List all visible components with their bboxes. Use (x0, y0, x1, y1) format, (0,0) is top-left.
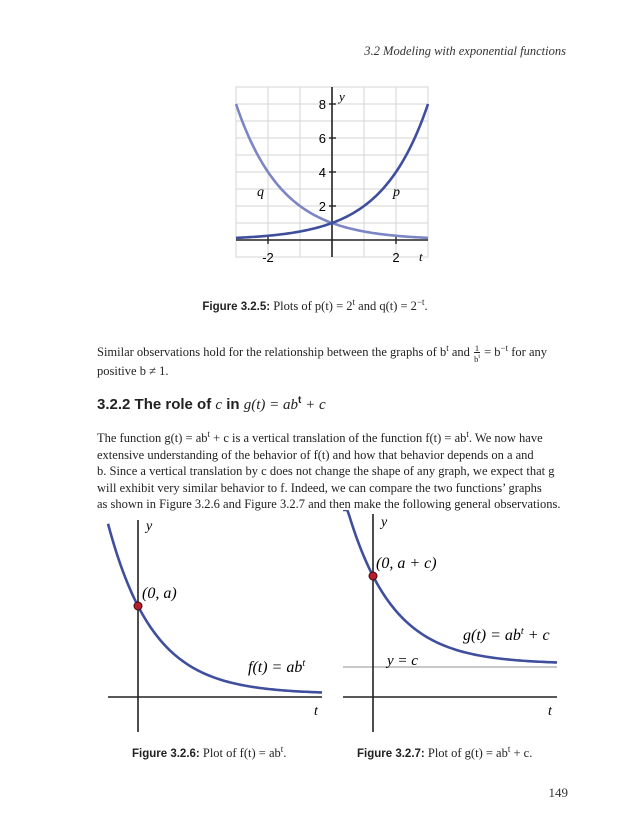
figure-3-2-5-chart (230, 85, 430, 270)
superscript: t (302, 658, 306, 669)
text: as shown in Figure 3.2.6 and Figure 3.2.7 and then make the following general observations. (97, 497, 561, 512)
superscript: t (478, 353, 480, 360)
caption-text: . (283, 746, 287, 761)
figure-3-2-5-caption (0, 297, 630, 314)
curve-q-label: q (257, 185, 264, 200)
x-tick-label: -2 (262, 250, 274, 265)
heading-math: c (215, 397, 223, 413)
heading-text: in (222, 396, 244, 413)
paragraph-similar-observations (97, 340, 567, 379)
paragraph-vertical-translation (97, 426, 567, 513)
caption-label: Figure 3.2.5: (202, 301, 271, 314)
y-tick-label: 6 (318, 131, 326, 146)
superscript: t (298, 395, 302, 406)
caption-text: + c. (510, 746, 533, 761)
text: The function g(t) = ab (97, 431, 208, 446)
text: = b (480, 345, 501, 360)
superscript: t (520, 626, 524, 637)
point-0-a (134, 602, 142, 610)
heading-text: 3.2.2 The role of (97, 396, 216, 413)
superscript: t (446, 343, 449, 353)
curve-label (248, 658, 305, 676)
t-axis-label: t (548, 704, 552, 719)
curve-label-text: + c (523, 627, 550, 644)
y-axis-label: y (339, 89, 345, 104)
caption-label: Figure 3.2.6: (132, 748, 200, 761)
fraction (474, 344, 480, 363)
section-heading (97, 395, 326, 414)
text: for any (508, 345, 547, 360)
t-axis-label: t (314, 704, 318, 719)
superscript: t (207, 429, 211, 439)
y-axis-label: y (381, 515, 388, 530)
heading-formula: + c (301, 397, 326, 413)
caption-label: Figure 3.2.7: (357, 748, 425, 761)
y-tick-label: 2 (318, 199, 326, 214)
figure-3-2-6-plot (100, 510, 330, 735)
page-number: 149 (548, 785, 568, 800)
text: . We now have (468, 431, 543, 446)
curve-label-text: g(t) = ab (463, 627, 521, 644)
point-0-a-plus-c (369, 572, 377, 580)
text: and (448, 345, 474, 360)
text: Similar observations hold for the relationship between the graphs of b (97, 345, 447, 360)
figure-3-2-7-plot (340, 510, 562, 735)
curve-p-label: p (393, 185, 400, 200)
figure-3-2-6-caption (132, 744, 286, 761)
fraction-denominator: b (474, 353, 479, 364)
y-tick-label: 4 (318, 165, 326, 180)
superscript: −t (500, 343, 509, 353)
caption-sup: t (352, 297, 356, 307)
figure-3-2-7-caption (357, 744, 532, 761)
text: b. Since a vertical translation by c does not change the shape of any graph, we expect that g (97, 464, 555, 479)
superscript: t (466, 429, 469, 439)
caption-text-end: . (424, 299, 428, 314)
x-tick-label: 2 (392, 250, 400, 265)
caption-text-mid: and q(t) = 2 (355, 299, 417, 314)
text: + c is a vertical translation of the function f(t) = ab (210, 431, 467, 446)
text: positive b ≠ 1. (97, 363, 169, 378)
superscript: t (280, 744, 284, 754)
running-head: 3.2 Modeling with exponential functions (364, 44, 566, 58)
x-axis-label: t (419, 249, 423, 264)
text: extensive understanding of the behavior of f(t) and how that behavior depends on a and (97, 447, 534, 462)
text: will exhibit very similar behavior to f. Indeed, we can compare the two functions’ graphs (97, 480, 542, 495)
caption-text: Plot of f(t) = ab (202, 746, 281, 761)
curve-label-text: f(t) = ab (248, 659, 303, 676)
superscript: t (507, 744, 511, 754)
curve-label (463, 626, 550, 644)
y-tick-label: 8 (318, 97, 326, 112)
caption-text: Plots of p(t) = 2 (273, 299, 353, 314)
asymptote-label: y = c (387, 653, 418, 669)
y-axis-label: y (146, 519, 153, 534)
caption-text: Plot of g(t) = ab (427, 746, 508, 761)
fraction-numerator: 1 (474, 342, 480, 353)
point-label: (0, a + c) (376, 555, 437, 572)
point-label: (0, a) (142, 585, 177, 602)
heading-formula: g(t) = ab (243, 397, 298, 413)
caption-sup: −t (416, 297, 425, 307)
